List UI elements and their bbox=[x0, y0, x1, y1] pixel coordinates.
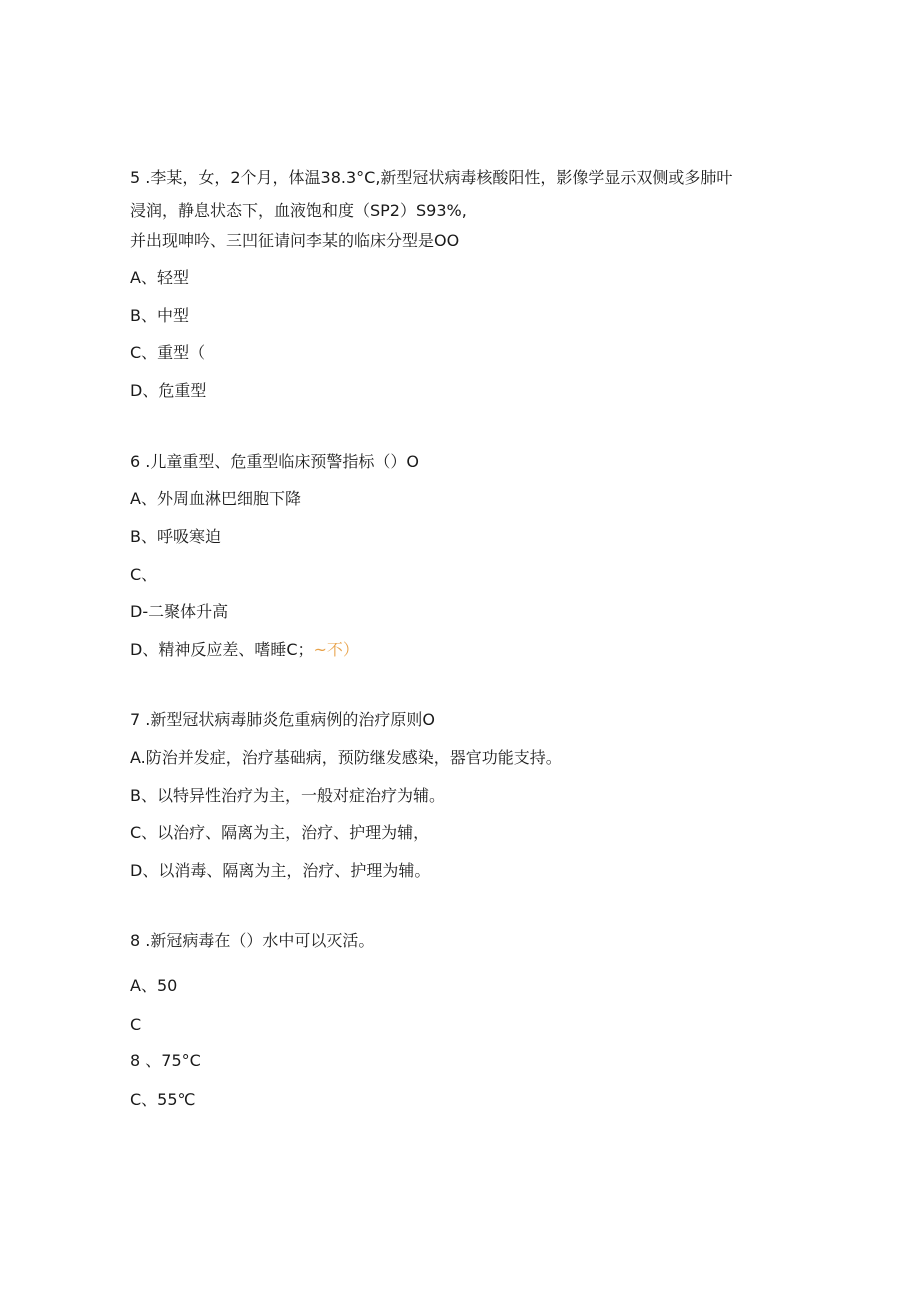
q7-option-b: B、以特异性治疗为主，一般对症治疗为辅。 bbox=[130, 786, 445, 805]
q6-option-b: B、呼吸寒迫 bbox=[130, 527, 221, 546]
q5-option-c: C、重型（ bbox=[130, 343, 206, 362]
q8-option-b: 8 、75°C bbox=[130, 1051, 201, 1070]
q5-option-d: D、危重型 bbox=[130, 381, 207, 400]
q6-handwritten-mark: ~不） bbox=[313, 640, 359, 659]
q8-option-a: A、50 bbox=[130, 976, 178, 995]
q5-option-a: A、轻型 bbox=[130, 268, 189, 287]
q5-option-b: B、中型 bbox=[130, 306, 189, 325]
q6-option-d-text: D、精神反应差、嗜睡C； bbox=[130, 640, 314, 659]
q6-option-c: C、 bbox=[130, 565, 158, 584]
q7-stem: 7 .新型冠状病毒肺炎危重病例的治疗原则O bbox=[130, 710, 435, 729]
q7-option-c: C、以治疗、隔离为主，治疗、护理为辅， bbox=[130, 823, 430, 842]
q8-stem: 8 .新冠病毒在（）水中可以灭活。 bbox=[130, 931, 375, 950]
q5-stem-line3: 并出现呻吟、三凹征请问李某的临床分型是OO bbox=[130, 231, 460, 250]
q6-option-d bbox=[130, 639, 359, 661]
q8-option-c-fragment: C bbox=[130, 1015, 142, 1034]
q7-option-d: D、以消毒、隔离为主，治疗、护理为辅。 bbox=[130, 861, 431, 880]
q6-stem: 6 .儿童重型、危重型临床预警指标（）O bbox=[130, 452, 419, 471]
q8-option-c: C、55℃ bbox=[130, 1090, 196, 1109]
q5-stem-line2: 浸润，静息状态下，血液饱和度（SP2）S93%, bbox=[130, 201, 467, 220]
q6-option-a: A、外周血淋巴细胞下降 bbox=[130, 489, 301, 508]
q5-stem-line1: 5 .李某，女，2个月，体温38.3°C,新型冠状病毒核酸阳性，影像学显示双侧或多肺叶 bbox=[130, 168, 733, 187]
q7-option-a: A.防治并发症，治疗基础病，预防继发感染，器官功能支持。 bbox=[130, 748, 562, 767]
q6-option-d-dimer: D-二聚体升高 bbox=[130, 602, 229, 621]
